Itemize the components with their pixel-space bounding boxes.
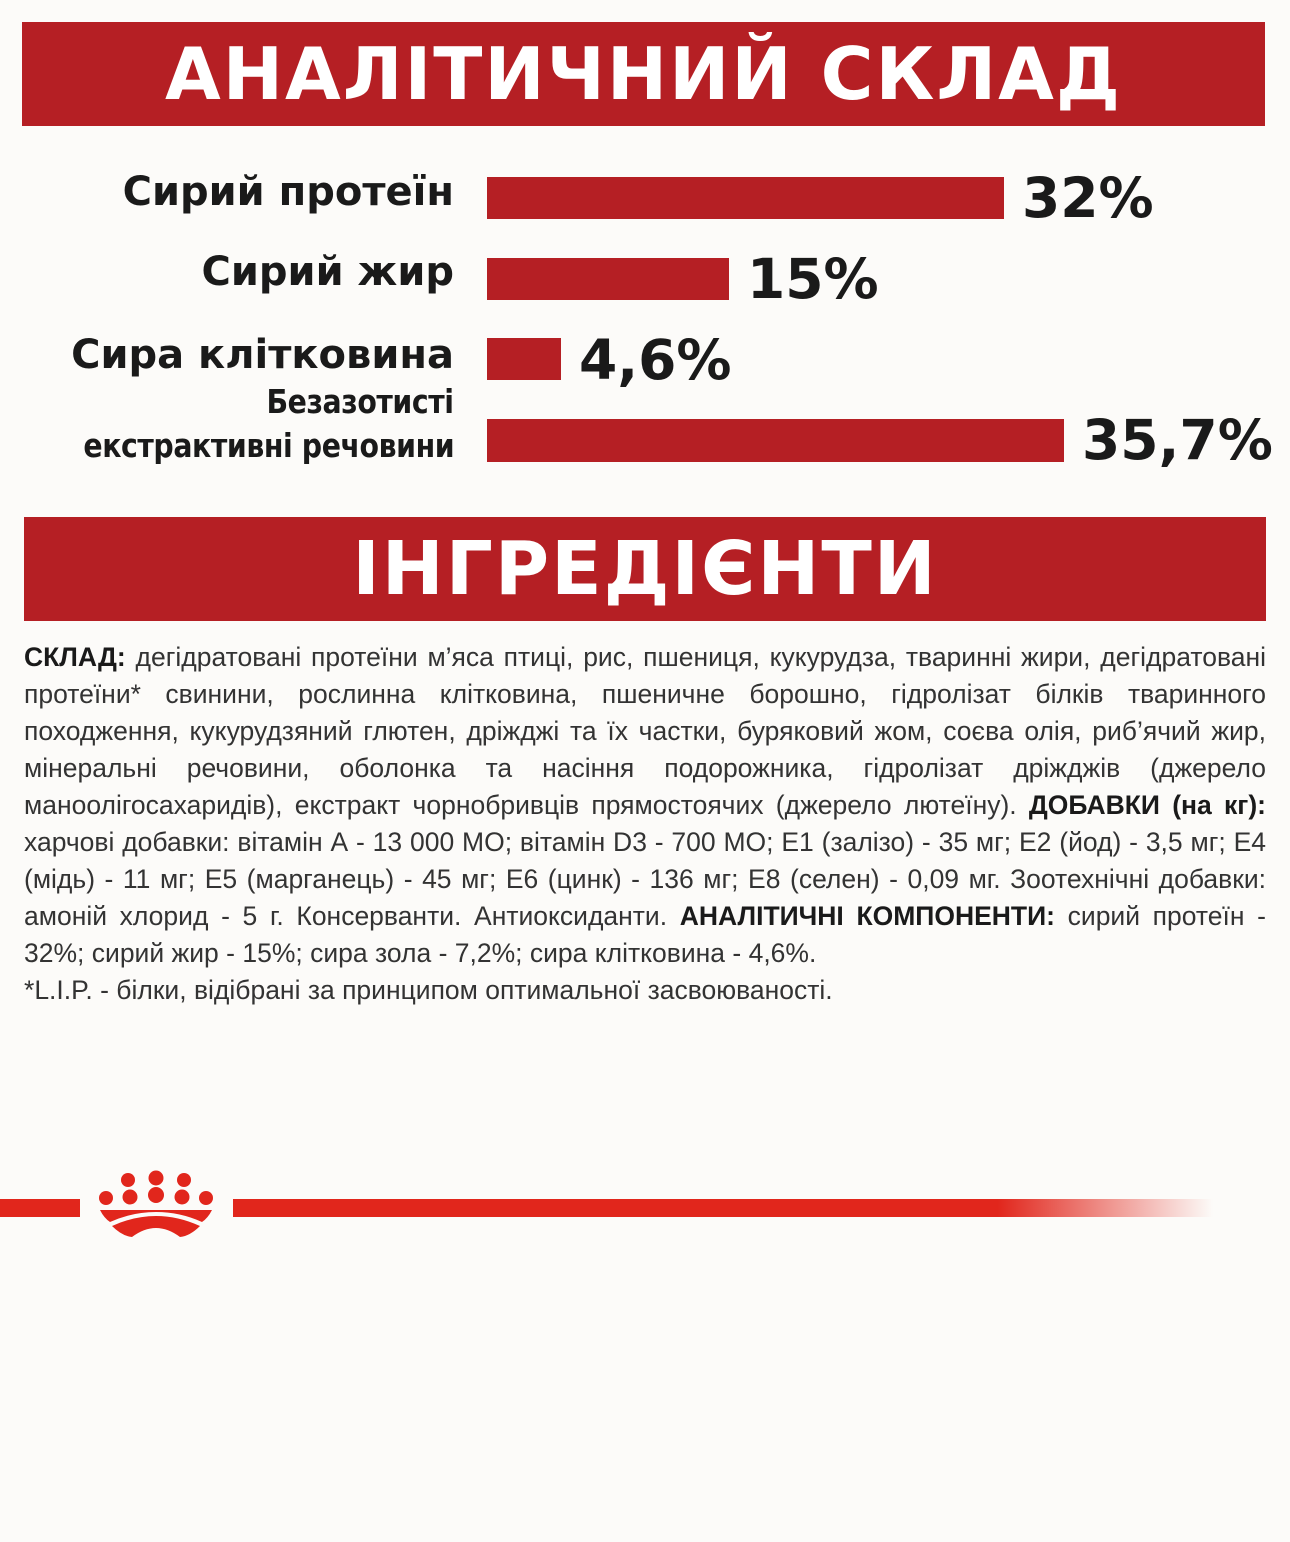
analytical-components-text: сирий протеїн - 32%; сирий жир - 15%; сира зола - 7,2%; сира клітковина - 4,6%.: [24, 901, 1266, 968]
row-label-fat: Сирий жир: [201, 249, 454, 295]
ingredients-header: [24, 517, 1266, 621]
row-label-nfe-line1: Безазотисті: [266, 382, 454, 421]
additives-label: ДОБАВКИ (на кг):: [1028, 790, 1266, 820]
composition-label: СКЛАД:: [24, 642, 126, 672]
analysis-header-title: АНАЛІТИЧНИЙ СКЛАД: [164, 32, 1123, 116]
bar-nfe: [487, 419, 1064, 462]
brand-line-right: [233, 1199, 1213, 1217]
value-fat: 15%: [747, 247, 879, 311]
additives-text: харчові добавки: вітамін А - 13 000 МО; вітамін D3 - 700 МО; Е1 (залізо) - 35 мг; Е2 (йод) - 3,5 мг; Е4 (мідь) - 11 мг; Е5 (марганець) - 45 мг; Е6 (цинк) - 136 мг; Е8 (селен) - 0,09 мг. Зоотехнічні добавки: амоній хлорид - 5 г. Консерванти. Антиоксиданти.: [24, 827, 1266, 931]
bar-fiber: [487, 338, 561, 380]
bar-protein: [487, 177, 1004, 219]
bar-fat: [487, 258, 729, 300]
crown-icon: [90, 1170, 222, 1242]
composition-text: дегідратовані протеїни м’яса птиці, рис, пшениця, кукурудза, тваринні жири, дегідратовані протеїни* свинини, рослинна клітковина, пшеничне борошно, гідролізат білків тваринного походження, кукурудзяний глютен, дріжджі та їх частки, буряковий жом, соєва олія, риб’ячий жир, мінеральні речовини, оболонка та насіння подорожника, гідролізат дріжджів (джерело маноолігосахаридів), екстракт чорнобривців прямостоячих (джерело лютеїну).: [24, 642, 1266, 820]
analytical-components-label: АНАЛІТИЧНІ КОМПОНЕНТИ:: [679, 901, 1055, 931]
row-label-protein: Сирий протеїн: [122, 169, 454, 215]
analysis-header: [22, 22, 1265, 126]
value-nfe: 35,7%: [1082, 408, 1273, 472]
ingredients-header-title: ІНГРЕДІЄНТИ: [352, 526, 938, 612]
value-protein: 32%: [1022, 166, 1154, 230]
brand-line-left: [0, 1199, 80, 1217]
ingredients-paragraph: [24, 639, 1266, 972]
row-label-fiber: Сира клітковина: [71, 332, 454, 378]
row-label-nfe-line2: екстрактивні речовини: [83, 426, 454, 465]
value-fiber: 4,6%: [579, 328, 732, 392]
lip-footnote: *L.I.P. - білки, відібрані за принципом оптимальної засвоюваності.: [24, 975, 833, 1005]
